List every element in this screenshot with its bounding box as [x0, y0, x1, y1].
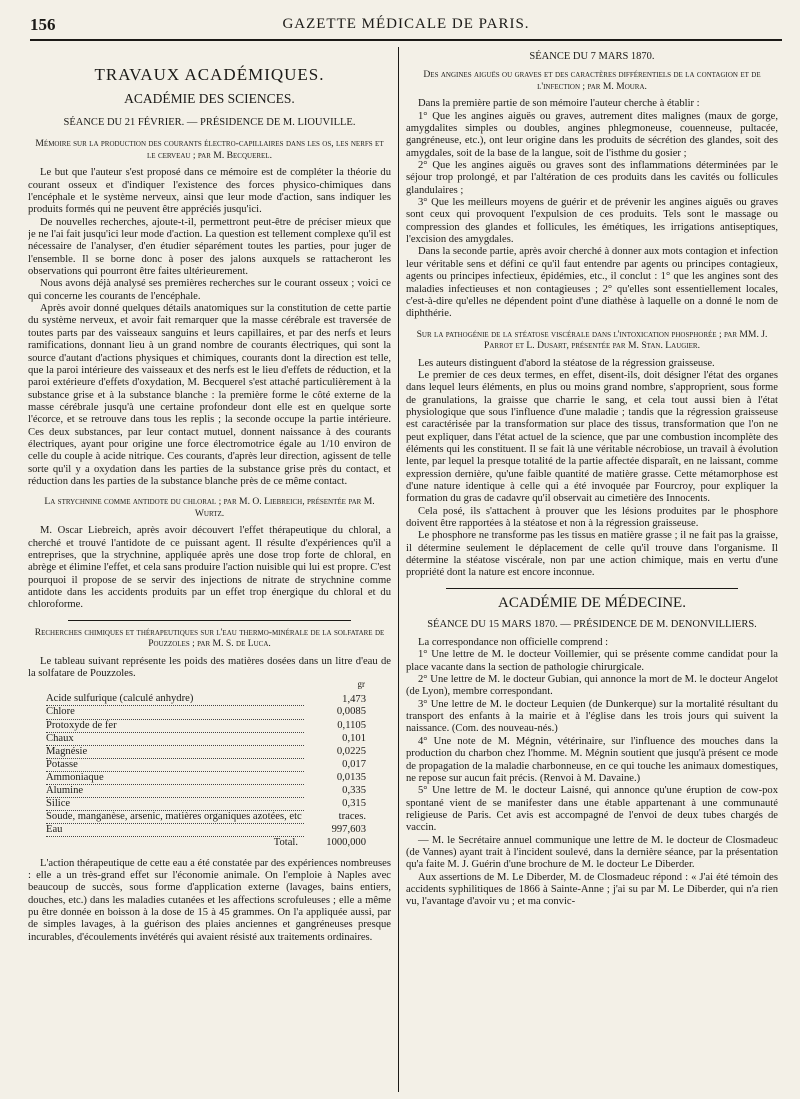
substance-value: traces.: [338, 811, 366, 823]
paragraph: 4° Une note de M. Mégnin, vétérinaire, sur l'influence des mouches dans la production du charbon chez l'homme. M. Mégnin soutient que jusqu'à présent ce mode de propagation de la maladie charbonneuse, en ce qui touche les animaux domestiques, ne repose sur aucun fait précis. (Renvoi à M. Davaine.): [406, 735, 778, 784]
seance-heading: SÉANCE DU 15 MARS 1870. — PRÉSIDENCE DE M. DENONVILLIERS.: [427, 618, 757, 630]
seance-heading: SÉANCE DU 21 FÉVRIER. — PRÉSIDENCE DE M. LIOUVILLE.: [63, 117, 356, 128]
journal-title: GAZETTE MÉDICALE DE PARIS.: [282, 16, 530, 32]
paragraph: 2° Une lettre de M. le docteur Gubian, qui annonce la mort de M. le docteur Angelot (de Lyon), membre correspondant.: [406, 674, 778, 698]
memoire-title: Mémoire sur la production des courants électro-capillaires dans les os, les nerfs et le cerveau ; par M. Becquerel.: [35, 138, 384, 161]
substance-value: 0,0225: [336, 745, 366, 757]
substance-value: 0,101: [342, 732, 366, 744]
paragraph: Cela posé, ils s'attachent à prouver que les lésions produites par le phosphore doivent être rapportées à la stéatose et non à la régression graisseuse.: [406, 505, 778, 529]
divider: [68, 620, 351, 621]
page-number: 156: [30, 15, 56, 34]
column-rule: [398, 47, 399, 1092]
substance-value: 0,1105: [337, 719, 366, 731]
table-row: [46, 719, 366, 732]
substance-name: Ammoniaque: [46, 771, 304, 784]
substance-name: Potasse: [46, 758, 304, 771]
paragraph: 1° Une lettre de M. le docteur Voillemier, qui se présente comme candidat pour la place vacante dans la section de pathologie chirurgicale.: [406, 649, 778, 673]
paragraph: Les auteurs distinguent d'abord la stéatose de la régression graisseuse.: [418, 357, 715, 369]
substance-name: Chaux: [46, 732, 304, 745]
memoire-title: Des angines aiguës ou graves et des caractères différentiels de la contagion et de l'infection ; par M. Moura.: [423, 69, 761, 92]
substance-name: Protoxyde de fer: [46, 719, 304, 732]
table-row: [46, 706, 366, 719]
memoire-title: La strychnine comme antidote du chloral ; par M. O. Liebreich, présentée par M. Wurtz.: [44, 496, 375, 519]
seance-heading: SÉANCE DU 7 MARS 1870.: [529, 51, 655, 62]
substance-name: Magnésie: [46, 745, 304, 758]
unit-label: gr: [357, 679, 365, 690]
substance-name: Acide sulfurique (calculé anhydre): [46, 693, 304, 706]
memoire-title: Recherches chimiques et thérapeutiques sur l'eau thermo-minérale de la solfatare de Pouzzoles ; par M. S. de Luca.: [34, 626, 385, 650]
table-row: [46, 811, 366, 824]
paragraph: Après avoir donné quelques détails anatomiques sur la constitution de cette partie du système nerveux, et avoir fait remarquer que la masse cérébrale est traversée de toutes parts par des vaisseaux sanguins et leurs capillaires, et par des nerfs et leurs ramifications, donnant lieu à un grand nombre de courants électriques, qui sont la source d'autant d'actions physiques et chimiques, courants dont la direction est telle, que la paroi intérieure des vaisseaux et des nerfs est le lieu d'effets de réduction, et la paroi extérieure d'effets d'oxydation, M. Becquerel s'est attaché particulièrement à la substance grise et à la substance blanche : la première forme le côté externe de la masse cérébrale jusqu'à une certaine profondeur dont elle est en quelque sorte l'écorce, et se retrouve dans tous les replis ; la seconde occupe la partie intérieure. Ces deux substances, par leur contact mutuel, donnent naissance à des courants électriques, ayant pour origine une force électromotrice égale au 1/10 environ de celle du couple à acide nitrique. Ces courants, d'après leur direction, agissent de telle sorte qu'il y a oxydation dans les parties de la substance grise près du contact, et réduction dans les parties de la substance blanche près de ce même contact.: [28, 303, 391, 487]
paragraph: Dans la première partie de son mémoire l'auteur cherche à établir :: [418, 98, 700, 110]
substance-name: Eau: [46, 824, 304, 837]
substance-value: 1,473: [342, 693, 366, 705]
substance-name: Alumine: [46, 785, 304, 798]
paragraph: 1° Que les angines aiguës ou graves, autrement dites malignes (maux de gorge, amygdalites simples ou doubles, angines phlegmoneuse, couenneuse, pultacée, gangréneuse, etc.), ont leur origine dans les produits de sécrétion des glandes, soit des amygdales, soit de la base de la langue, soit de l'isthme du gosier ;: [406, 110, 778, 159]
paragraph: 3° Une lettre de M. le docteur Lequien (de Dunkerque) sur la mortalité résultant du transport des enfants à la mairie et à l'église dans les trois jours qui suivent la naissance. (Com. des nouveau-nés.): [406, 698, 778, 735]
paragraph: Le but que l'auteur s'est proposé dans ce mémoire est de compléter la théorie du courant osseux et d'indiquer l'existence des forces physico-chimiques dans l'encéphale et le système nerveux, ainsi que leur mode d'action, sans indiquer les produits formés qui ne peuvent être appréciés jusqu'ici.: [28, 167, 391, 216]
substance-name: Soude, manganèse, arsenic, matières organiques azotées, etc: [46, 811, 304, 824]
table-row: [46, 771, 366, 784]
substance-name: Silice: [46, 798, 304, 811]
paragraph: Le premier de ces deux termes, en effet, disent-ils, doit désigner l'état des organes dans lequel leurs éléments, en plus ou moins grand nombre, s'approprient, sous forme de granulations, la graisse que charrie le sang, et cela tout aussi bien à l'état physiologique que sous l'influence d'une maladie ; tandis que la régression graisseuse est caractérisée par la transformation sur place des tissus, transformation que l'on ne peut expliquer, dans l'état actuel de la science, que par une combustion incomplète des éléments qui les constituent. Il se fait là une véritable nécrobiose, un travail à évolution lente, par lequel la presque totalité de la partie affectée disparaît, en ne laissant, comme expression dernière, qu'une faible quantité de matière grasse. Cette métamorphose est d'une nature identique à celle qui a été invoquée par Fourcroy, pour expliquer la formation du gras de cadavre qu'il observait au cimetière des Innocents.: [406, 369, 778, 505]
total-label: Total: [273, 837, 296, 849]
paragraph: M. Oscar Liebreich, après avoir découvert l'effet thérapeutique du chloral, a cherché et trouvé l'antidote de ce puissant agent. Il résulte d'expériences qu'il a entreprises, que la strychnine, appliquée après une dose trop forte de chloral, en abrège et élimine l'effet, et cela sans produire l'action nuisible qui lui est propre. C'est pourquoi il propose de se servir des injections de nitrate de strychnine comme antidote dans les accidents produits par un effet trop énergique du chloral et du chloroforme.: [28, 525, 391, 611]
substance-value: 0,0085: [336, 706, 366, 718]
page-header: [30, 13, 782, 41]
substance-name: Chlore: [46, 706, 304, 719]
table-row: [46, 693, 366, 706]
substance-value: 997,603: [331, 824, 366, 836]
paragraph: Aux assertions de M. Le Diberder, M. de Closmadeuc répond : « J'ai été témoin des accidents syphilitiques de 1866 à Sainte-Anne ; j'ai su par M. Le Diberder, qui n'a rien vu, l'avantage d'avoir vu ; et ma convic-: [406, 871, 778, 908]
table-row: [46, 745, 366, 758]
total-row: Total. 1000,000: [273, 837, 366, 849]
memoire-title: Sur la pathogénie de la stéatose viscérale dans l'intoxication phosphorée ; par MM. J. Parrot et L. Dusart, présentée par M. Stan. Laugier.: [416, 328, 768, 352]
substance-value: 0,017: [342, 758, 366, 770]
substance-value: 0,315: [342, 798, 366, 810]
substance-value: 0,0135: [336, 771, 366, 783]
substance-value: 0,335: [342, 785, 366, 797]
paragraph: — M. le Secrétaire annuel communique une lettre de M. le docteur de Closmadeuc (de Vannes) ayant trait à l'incident soulevé, dans la dernière séance, par la présentation qu'a faite M. J. Guérin d'une brochure de M. le docteur Le Diberder.: [406, 834, 778, 871]
total-value: 1000,000: [326, 837, 366, 849]
right-column: [406, 47, 778, 1092]
academy-heading: ACADÉMIE DES SCIENCES.: [124, 91, 295, 106]
paragraph: 3° Que les meilleurs moyens de guérir et de prévenir les angines aiguës ou graves sont ceux qui provoquent l'expulsion de ces produits. Tels sont le massage ou compression des glandes et follicules, les émétiques, les irrigations antiseptiques, l'excision des amygdales.: [406, 197, 778, 246]
paragraph: La correspondance non officielle comprend :: [418, 637, 609, 649]
section-title: TRAVAUX ACADÉMIQUES.: [94, 65, 325, 84]
paragraph: 2° Que les angines aiguës ou graves sont des inflammations déterminées par le séjour trop prolongé, et par l'altération de ces produits dans les cavités ou follicules glandulaires ;: [406, 160, 778, 196]
left-column: [28, 47, 391, 1092]
table-row: [46, 824, 366, 837]
table-row: [46, 758, 366, 771]
table-row: [46, 785, 366, 798]
table-row: [46, 732, 366, 745]
paragraph: 5° Une lettre de M. le docteur Laisné, qui annonce qu'une éruption de cow-pox spontané vient de se manifester dans une étable appartenant à une communauté religieuse de Paris. Cet avis est accompagné de l'envoi de deux tubes chargés de vaccin.: [406, 785, 778, 834]
table-row: [46, 798, 366, 811]
composition-table: [46, 693, 366, 849]
paragraph: Nous avons déjà analysé ses premières recherches sur le courant osseux ; voici ce qui concerne les courants de l'encéphale.: [28, 278, 391, 302]
academy-heading: ACADÉMIE DE MÉDECINE.: [498, 594, 686, 611]
divider: [446, 588, 738, 589]
paragraph: Dans la seconde partie, après avoir cherché à donner aux mots contagion et infection leur véritable sens et défini ce qu'il faut entendre par agents ou principes contagieux, agents ou principes infectieux, épidémies, etc., il conclut : 1° que les angines sont des maladies infectieuses et non contagieuses ; 2° qu'elles sont essentiellement locales, c'est-à-dire qu'elles ne dépendent point d'une diathèse à laquelle on a donné le nom de diphthérie.: [406, 246, 778, 320]
paragraph: L'action thérapeutique de cette eau a été constatée par des expériences nombreuses : elle a un très-grand effet sur l'économie animale. On l'emploie à Naples avec beaucoup de succès, sous forme d'application externe (lavages, bains entiers, douches, etc.) dans les maladies cutanées et les affections scrofuleuses ; elle a même pu être donnée en boisson à la dose de 15 à 45 grammes. On l'a appliquée aussi, par de simples lavages, à la guérison des plaies anciennes et gangréneuses presque incurables, d'écoulements invétérés qui avaient résisté aux traitements ordinaires.: [28, 857, 391, 943]
paragraph: Le tableau suivant représente les poids des matières dosées dans un litre d'eau de la solfatare de Pouzzoles.: [28, 655, 391, 680]
paragraph: Le phosphore ne transforme pas les tissus en matière grasse ; il ne fait pas la graisse, il détermine seulement le déplacement de celle qu'il trouve dans l'organisme. Il détermine la stéatose viscérale, non par une action chimique, mais en vertu d'une propriété dont la nature est encore inconnue.: [406, 530, 778, 579]
paragraph: De nouvelles recherches, ajoute-t-il, permettront peut-être de préciser mieux que je ne l'ai fait jusqu'ici leur mode d'action. La question est tellement complexe qu'il est nécessaire de l'analyser, d'en étudier séparément toutes les parties, pour juger de l'ensemble. Il se borne donc à poser des jalons auxquels se rattacheront les observations qui pourront être faites ultérieurement.: [28, 216, 391, 278]
